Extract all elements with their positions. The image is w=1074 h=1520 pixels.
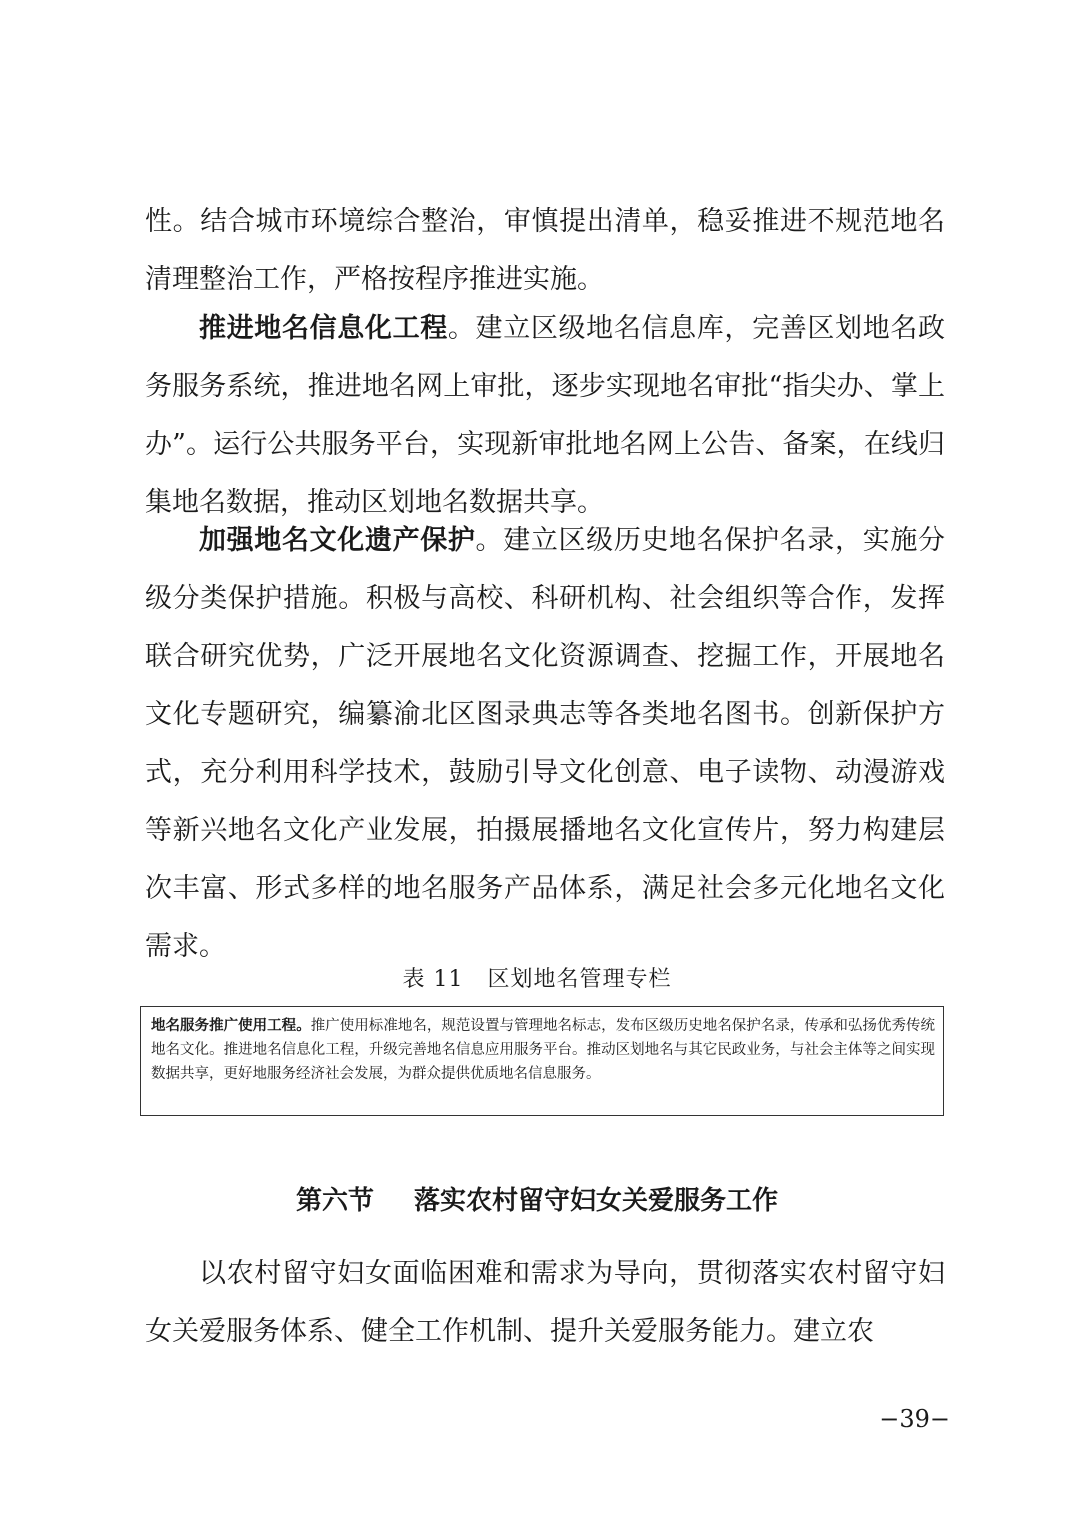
paragraph-informatization [145, 300, 945, 532]
paragraph-heritage [145, 512, 945, 976]
paragraph-rural-women [145, 1245, 945, 1361]
box-text: 推广使用标准地名，规范设置与管理地名标志，发布区级历史地名保护名录，传承和弘扬优秀传统地名文化。推进地名信息化工程，升级完善地名信息应用服务平台。推动区划地名与其它民政业务，与社会主体等之间实现数据共享，更好地服务经济社会发展，为群众提供优质地名信息服务。 [151, 1018, 936, 1082]
paragraph-continuation [145, 193, 945, 309]
paragraph-heading: 加强地名文化遗产保护 [199, 525, 476, 556]
paragraph-heading: 推进地名信息化工程 [199, 313, 448, 344]
table-caption [0, 962, 1074, 993]
column-box [140, 1006, 944, 1116]
table-title: 区划地名管理专栏 [487, 967, 672, 992]
paragraph-text: 性。结合城市环境综合整治，审慎提出清单，稳妥推进不规范地名清理整治工作，严格按程序推进实施。 [145, 206, 945, 295]
section-title: 落实农村留守妇女关爱服务工作 [414, 1186, 779, 1216]
section-heading [0, 1180, 1074, 1217]
section-number: 第六节 [295, 1186, 374, 1216]
box-heading: 地名服务推广使用工程。 [151, 1017, 311, 1034]
paragraph-text: 。建立区级历史地名保护名录，实施分级分类保护措施。积极与高校、科研机构、社会组织等合作，发挥联合研究优势，广泛开展地名文化资源调查、挖掘工作，开展地名文化专题研究，编纂渝北区图录典志等各类地名图书。创新保护方式，充分利用科学技术，鼓励引导文化创意、电子读物、动漫游戏等新兴地名文化产业发展，拍摄展播地名文化宣传片，努力构建层次丰富、形式多样的地名服务产品体系，满足社会多元化地名文化需求。 [145, 525, 946, 962]
table-label: 表 11 [402, 967, 464, 992]
page-number: −39− [879, 1405, 950, 1433]
paragraph-text: 以农村留守妇女面临困难和需求为导向，贯彻落实农村留守妇女关爱服务体系、健全工作机制、提升关爱服务能力。建立农 [145, 1258, 945, 1347]
paragraph-text: 。建立区级地名信息库，完善区划地名政务服务系统，推进地名网上审批，逐步实现地名审批“指尖办、掌上办”。运行公共服务平台，实现新审批地名网上公告、备案，在线归集地名数据，推动区划地名数据共享。 [145, 313, 946, 518]
